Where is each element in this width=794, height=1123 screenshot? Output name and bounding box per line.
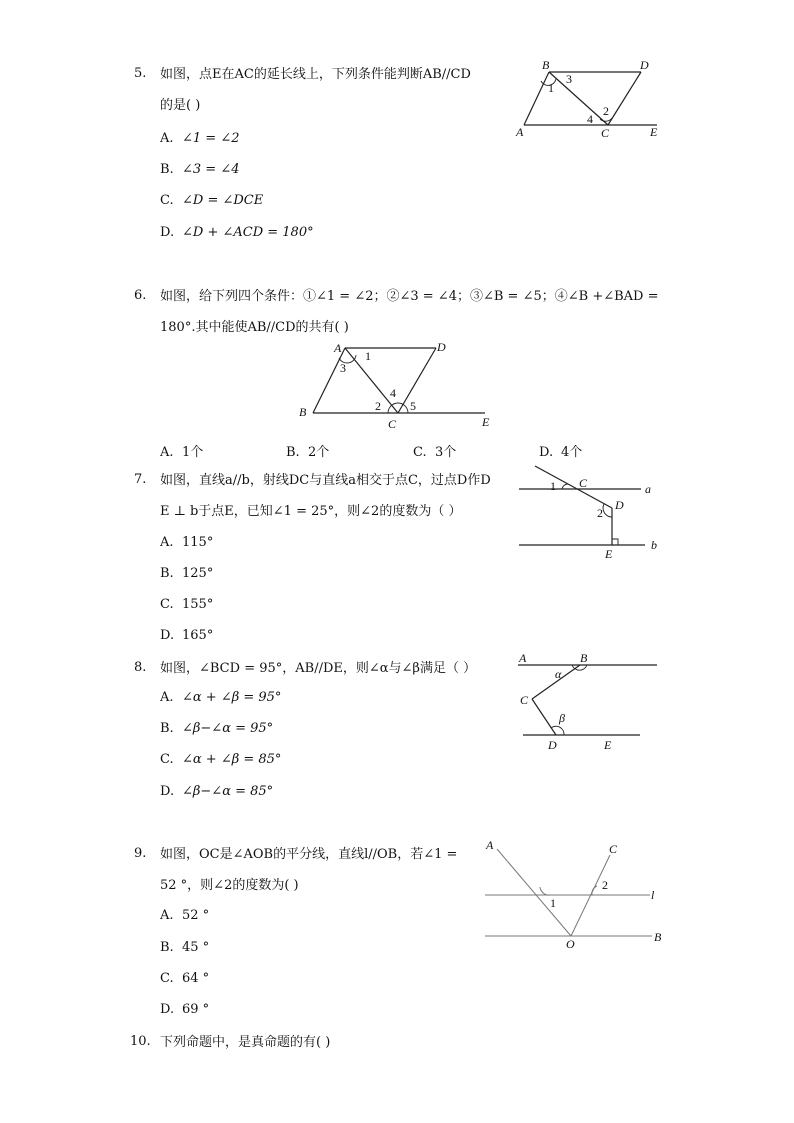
angle-label-3: 3 — [340, 361, 346, 375]
angle-label-beta: β — [559, 711, 565, 725]
option-label: C. — [160, 752, 174, 767]
option-label: D. — [160, 784, 175, 799]
angle-label-2: 2 — [602, 878, 608, 892]
label-c: C — [601, 126, 610, 140]
angle-arc — [540, 887, 550, 895]
option-label: B. — [160, 162, 174, 177]
label-b: B — [580, 651, 588, 665]
option-text: ∠α + ∠β = 95° — [182, 690, 282, 705]
angle-label-3: 3 — [566, 72, 572, 86]
label-a: A — [334, 341, 342, 355]
label-d: D — [548, 738, 557, 752]
option-label: C. — [160, 597, 174, 612]
label-e: E — [604, 738, 612, 752]
label-c: C — [579, 476, 588, 490]
option-label: C. — [160, 193, 174, 208]
label-a: A — [486, 838, 494, 852]
label-d: D — [640, 58, 649, 72]
question-stem — [160, 1027, 330, 1058]
option-label: C. — [413, 445, 427, 460]
option-text: ∠3 = ∠4 — [182, 162, 240, 177]
option-text: ∠β−∠α = 95° — [182, 721, 274, 736]
label-c: C — [520, 693, 529, 707]
stem-line: 的是( ) — [160, 98, 201, 113]
label-a: A — [519, 651, 527, 665]
option-text: 64 ° — [182, 971, 210, 986]
question-number: 8. — [134, 660, 147, 675]
angle-label-1: 1 — [550, 896, 556, 910]
option-label: A. — [160, 908, 174, 923]
stem-line: 如图，OC是∠AOB的平分线，直线l//OB，若∠1 = — [160, 847, 458, 862]
stem-line: 下列命题中，是真命题的有( ) — [160, 1035, 331, 1050]
ray-oa — [497, 849, 571, 936]
angle-label-alpha: α — [555, 667, 562, 681]
stem-line: E ⊥ b于点E，已知∠1 = 25°，则∠2的度数为（ ） — [160, 504, 462, 519]
option-text: ∠D = ∠DCE — [182, 193, 264, 208]
option-text: 69 ° — [182, 1002, 210, 1017]
question-number: 10. — [130, 1034, 151, 1049]
label-c: C — [609, 842, 618, 856]
option-label: B. — [160, 566, 174, 581]
option-label: A. — [160, 535, 174, 550]
label-o: O — [566, 937, 575, 951]
label-l: l — [651, 888, 655, 902]
stem-line: 52 °，则∠2的度数为( ) — [160, 878, 299, 893]
option-label: D. — [160, 628, 175, 643]
stem-line: 如图，点E在AC的延长线上，下列条件能判断AB//CD — [160, 67, 471, 82]
label-a: a — [645, 482, 651, 496]
label-b: B — [299, 405, 307, 419]
option-label: B. — [286, 445, 300, 460]
option-label: D. — [160, 1002, 175, 1017]
label-a: A — [516, 125, 524, 139]
angle-label-2: 2 — [597, 506, 603, 520]
label-b: B — [542, 58, 550, 72]
option-text: 155° — [182, 597, 214, 612]
option-text: 125° — [182, 566, 214, 581]
option-label: A. — [160, 131, 174, 146]
option-text: ∠α + ∠β = 85° — [182, 752, 282, 767]
option-text: 1个 — [182, 445, 204, 460]
angle-arc — [592, 886, 597, 895]
option-label: D. — [539, 445, 554, 460]
option-text: ∠1 = ∠2 — [182, 131, 240, 146]
option-text: 3个 — [435, 445, 457, 460]
label-e: E — [482, 415, 490, 429]
angle-label-2: 2 — [603, 104, 609, 118]
option-label: B. — [160, 940, 174, 955]
option-label: B. — [160, 721, 174, 736]
angle-label-5: 5 — [410, 399, 416, 413]
label-d: D — [437, 340, 446, 354]
question-number: 7. — [134, 472, 147, 487]
option-text: ∠β−∠α = 85° — [182, 784, 274, 799]
question-number: 9. — [134, 846, 147, 861]
angle-label-1: 1 — [548, 81, 554, 95]
label-e: E — [650, 125, 658, 139]
label-b: B — [654, 930, 662, 944]
option-text: ∠D + ∠ACD = 180° — [182, 225, 314, 240]
question-number: 5. — [134, 66, 147, 81]
label-e: E — [605, 547, 613, 561]
angle-label-2: 2 — [375, 399, 381, 413]
question-number: 6. — [134, 288, 147, 303]
stem-line: 如图，给下列四个条件：①∠1 = ∠2；②∠3 = ∠4；③∠B = ∠5；④∠B +∠BAD = — [160, 289, 659, 304]
option-text: 52 ° — [182, 908, 210, 923]
angle-label-1: 1 — [365, 349, 371, 363]
stem-line: 如图，直线a//b，射线DC与直线a相交于点C，过点D作D — [160, 473, 491, 488]
option-label: C. — [160, 971, 174, 986]
option-label: A. — [160, 445, 174, 460]
option-text: 4个 — [561, 445, 583, 460]
angle-label-1: 1 — [550, 479, 556, 493]
option-text: 115° — [182, 535, 214, 550]
stem-line: 180°.其中能使AB//CD的共有( ) — [160, 320, 349, 335]
option-label: A. — [160, 690, 174, 705]
label-c: C — [388, 417, 397, 431]
label-d: D — [615, 498, 624, 512]
option-label: D. — [160, 225, 175, 240]
angle-label-4: 4 — [390, 386, 396, 400]
option-text: 2个 — [308, 445, 330, 460]
stem-line: 如图，∠BCD = 95°，AB//DE，则∠α与∠β满足（ ） — [160, 661, 477, 676]
option-text: 45 ° — [182, 940, 210, 955]
option-text: 165° — [182, 628, 214, 643]
label-b: b — [651, 538, 657, 552]
angle-label-4: 4 — [587, 112, 593, 126]
